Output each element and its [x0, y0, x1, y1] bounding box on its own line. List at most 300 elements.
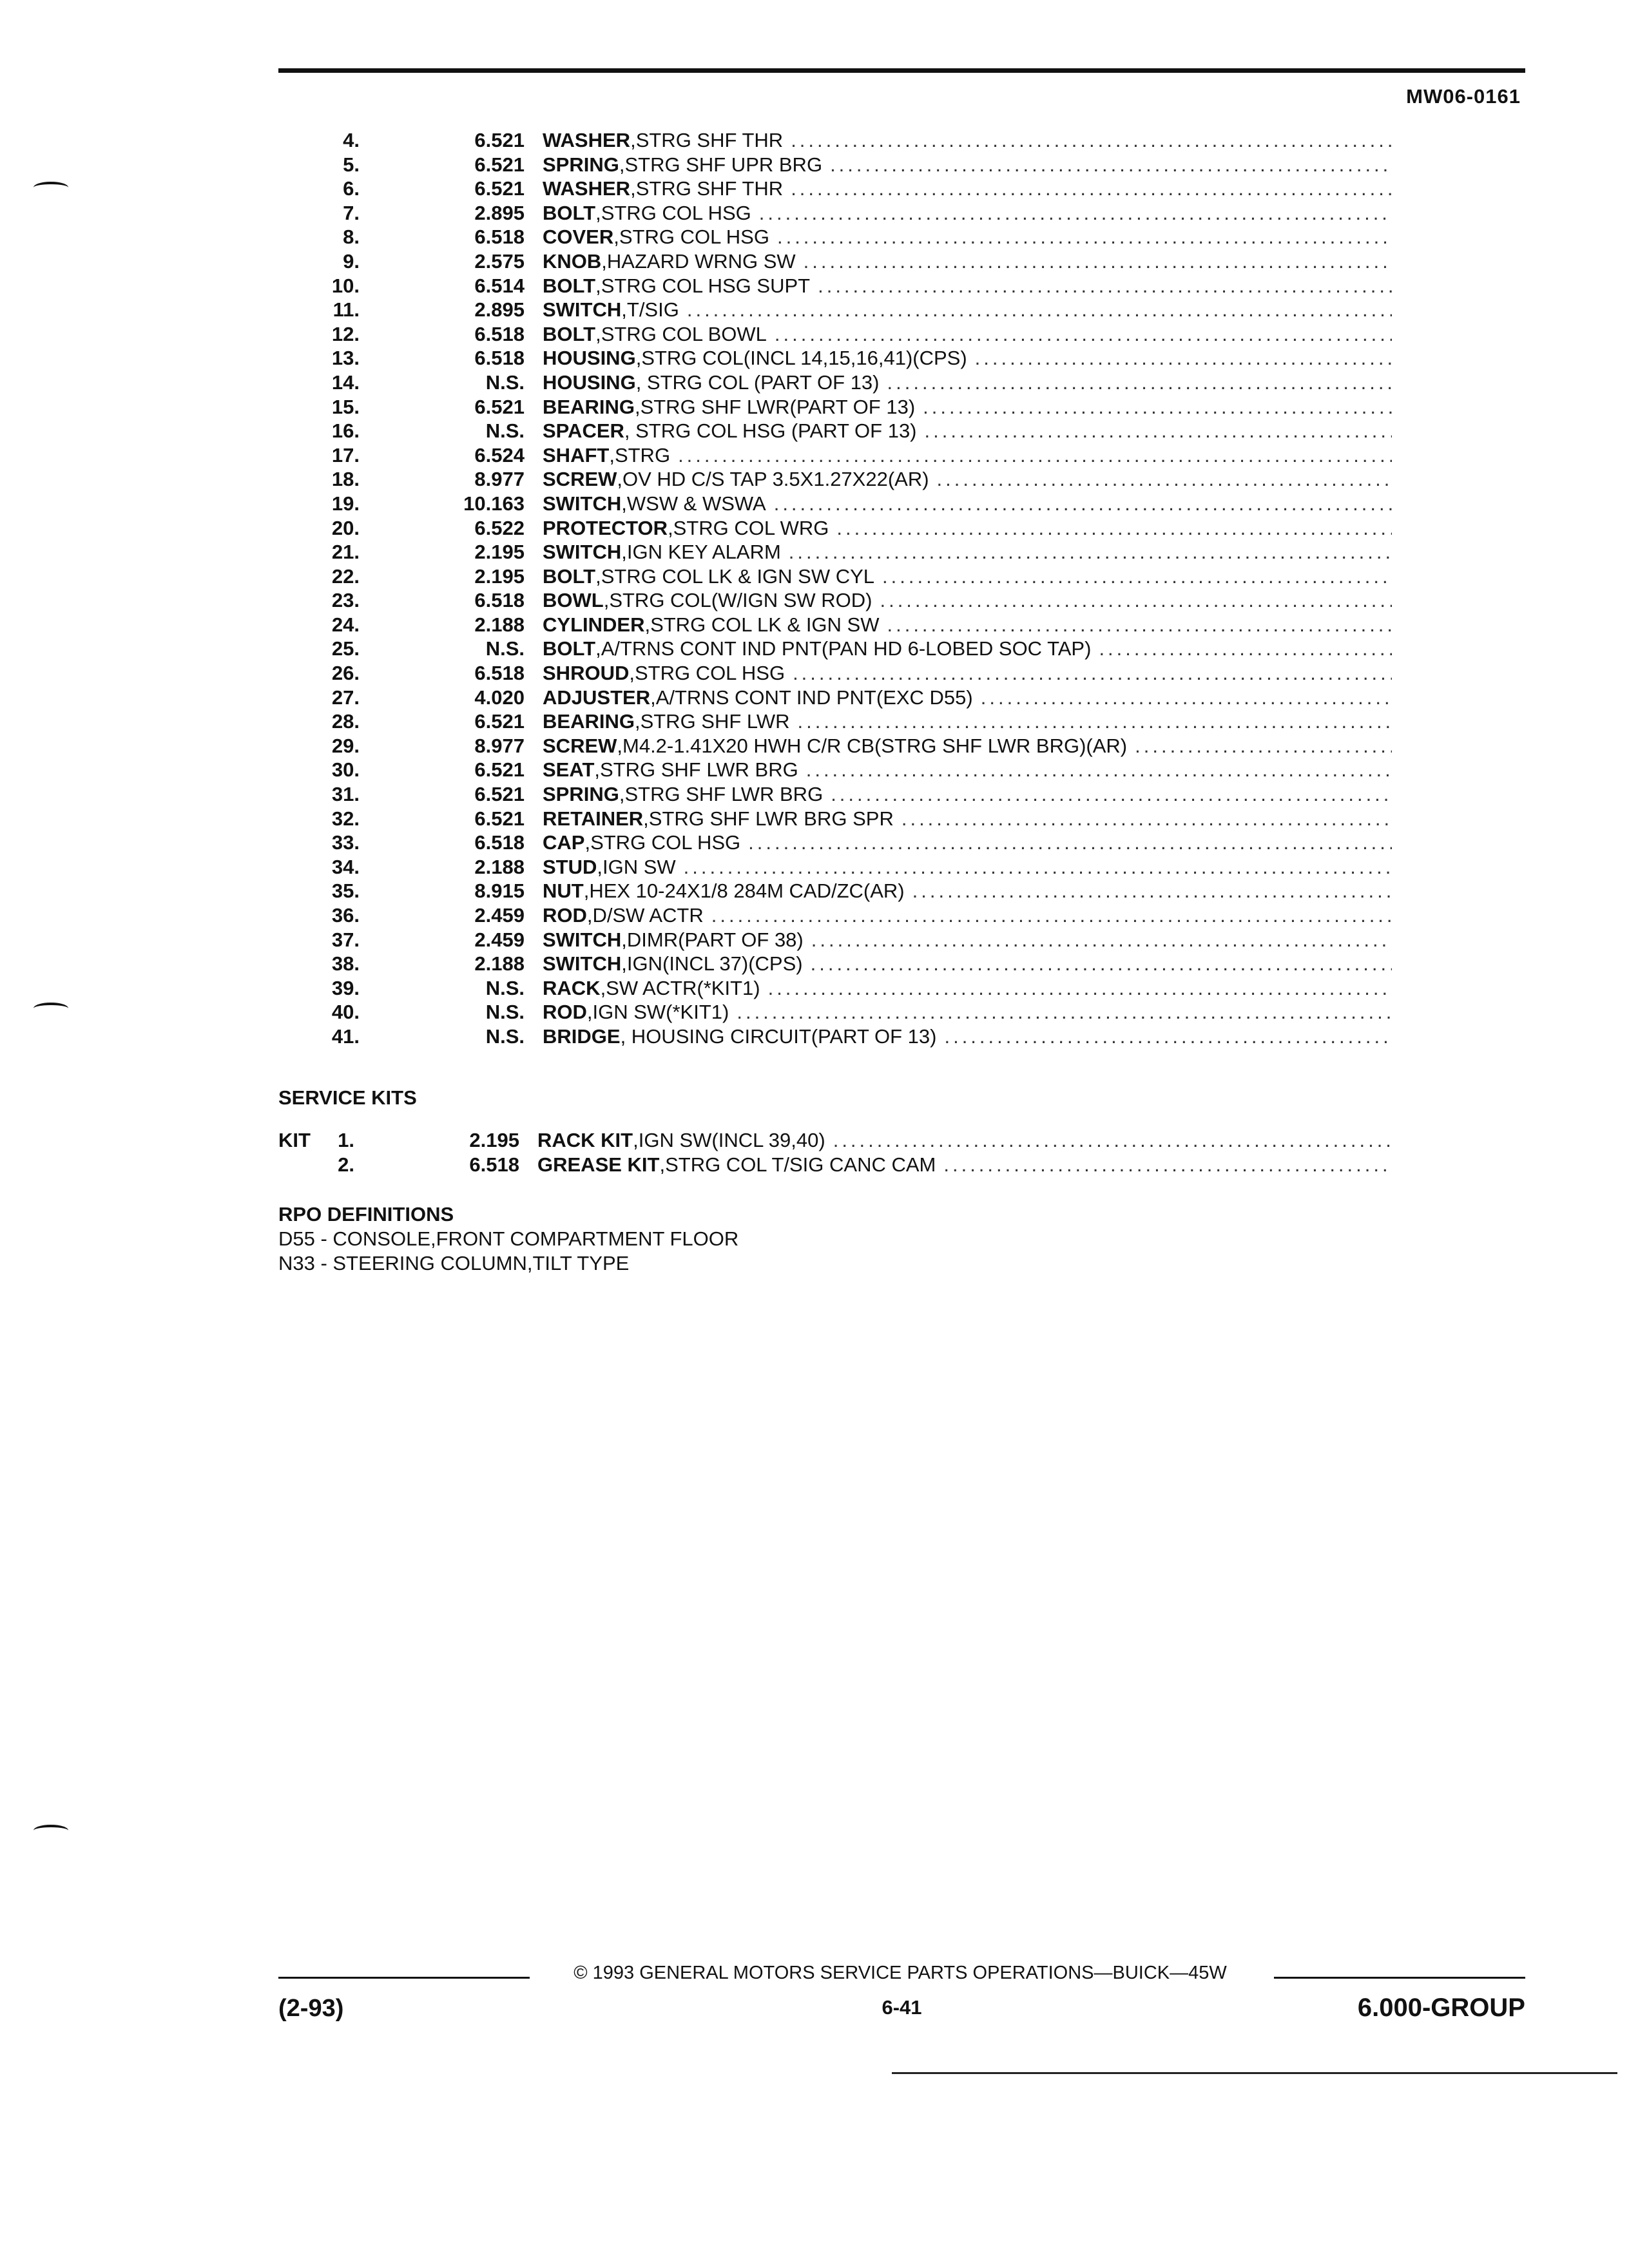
part-description: [537, 1129, 1392, 1152]
rpo-title: RPO DEFINITIONS: [278, 1203, 454, 1225]
item-number: 23.: [331, 589, 360, 612]
part-row: [284, 517, 1392, 541]
part-detail: ,IGN SW: [597, 855, 676, 878]
group-number: 2.895: [474, 298, 525, 322]
part-description: [543, 977, 1392, 1000]
group-number: 6.521: [474, 129, 525, 151]
part-detail: ,STRG COL HSG: [629, 662, 786, 685]
group-number: 6.522: [474, 516, 525, 539]
footer-date: (2-93): [278, 1995, 344, 2022]
group-number: 6.514: [474, 274, 525, 297]
group-number: 8.915: [474, 879, 525, 903]
part-name: ROD: [543, 904, 587, 927]
part-row: [284, 250, 1392, 274]
part-row: [284, 492, 1392, 517]
item-number: 40.: [331, 1001, 360, 1024]
part-row: [284, 952, 1392, 977]
part-row: [284, 904, 1392, 928]
dot-leader: [836, 517, 1392, 540]
part-row: [284, 396, 1392, 420]
dot-leader: [925, 419, 1392, 443]
item-number: 10.: [331, 274, 360, 297]
part-description: [543, 662, 1392, 685]
part-name: SPRING: [543, 783, 619, 806]
group-number: 2.195: [469, 1129, 519, 1151]
item-number: 15.: [331, 395, 360, 418]
part-detail: ,STRG SHF LWR(PART OF 13): [634, 395, 916, 418]
part-detail: ,STRG COL HSG: [584, 831, 741, 854]
part-description: [543, 710, 1392, 733]
part-name: RETAINER: [543, 807, 644, 830]
part-description: [543, 444, 1392, 467]
part-row: [284, 419, 1392, 444]
item-number: 26.: [331, 662, 360, 685]
dot-leader: [804, 250, 1392, 273]
item-number: 32.: [331, 807, 360, 830]
item-number: 20.: [331, 516, 360, 539]
dot-leader: [943, 1153, 1392, 1177]
item-number: 7.: [343, 201, 360, 224]
part-detail: ,STRG COL HSG SUPT: [595, 274, 811, 297]
part-description: [543, 323, 1392, 346]
part-description: [543, 419, 1392, 443]
group-number: N.S.: [485, 1024, 525, 1048]
part-description: [537, 1153, 1392, 1177]
part-description: [543, 735, 1392, 758]
dot-leader: [833, 1129, 1392, 1152]
part-detail: ,STRG SHF THR: [630, 177, 784, 200]
item-number: 12.: [331, 322, 360, 345]
part-detail: ,DIMR(PART OF 38): [621, 928, 804, 951]
part-name: SHROUD: [543, 662, 630, 685]
group-number: N.S.: [485, 976, 525, 999]
part-row: [284, 758, 1392, 783]
group-number: 6.518: [474, 589, 525, 612]
part-description: [543, 396, 1392, 419]
part-name: PROTECTOR: [543, 516, 668, 539]
footer-group: 6.000-GROUP: [1357, 1994, 1525, 2022]
part-detail: ,STRG COL T/SIG CANC CAM: [659, 1153, 936, 1176]
part-detail: ,HEX 10-24X1/8 284M CAD/ZC(AR): [583, 879, 905, 903]
group-number: 2.188: [474, 952, 525, 975]
part-detail: ,STRG SHF UPR BRG: [619, 153, 823, 176]
dot-leader: [1135, 735, 1392, 758]
group-number: 2.575: [474, 249, 525, 273]
page-footer: [278, 1959, 1525, 2030]
dot-leader: [811, 928, 1392, 952]
item-number: 14.: [331, 370, 360, 394]
part-row: [284, 468, 1392, 492]
dot-leader: [789, 541, 1392, 564]
part-name: SEAT: [543, 758, 595, 782]
part-detail: ,A/TRNS CONT IND PNT(EXC D55): [650, 686, 973, 709]
part-row: [284, 637, 1392, 662]
part-description: [543, 758, 1392, 782]
part-name: COVER: [543, 226, 614, 249]
dot-leader: [818, 274, 1392, 298]
part-name: STUD: [543, 855, 597, 878]
part-detail: ,STRG SHF LWR BRG: [594, 758, 798, 782]
part-detail: ,WSW & WSWA: [621, 492, 766, 515]
part-name: NUT: [543, 879, 584, 903]
footer-rule-left: [278, 1977, 530, 1979]
dot-leader: [887, 613, 1392, 637]
dot-leader: [944, 1025, 1392, 1048]
part-description: [543, 613, 1392, 637]
group-number: 2.895: [474, 201, 525, 224]
part-name: SWITCH: [543, 928, 622, 951]
item-number: 36.: [331, 904, 360, 927]
rpo-line: N33 - STEERING COLUMN,TILT TYPE: [278, 1252, 630, 1274]
part-row: [284, 783, 1392, 807]
part-detail: ,IGN(INCL 37)(CPS): [621, 952, 803, 975]
part-name: SCREW: [543, 468, 617, 491]
group-number: 2.188: [474, 855, 525, 878]
group-number: 2.459: [474, 904, 525, 927]
dot-leader: [882, 565, 1392, 588]
item-number: 22.: [331, 564, 360, 588]
part-description: [543, 492, 1392, 515]
part-row: [284, 298, 1392, 323]
part-detail: ,IGN KEY ALARM: [621, 541, 781, 564]
part-description: [543, 347, 1392, 370]
part-description: [543, 589, 1392, 612]
part-detail: , STRG COL (PART OF 13): [635, 370, 880, 394]
part-name: BEARING: [543, 395, 635, 418]
part-detail: ,STRG COL WRG: [668, 516, 829, 539]
part-row: [284, 831, 1392, 856]
part-description: [543, 686, 1392, 709]
group-number: 6.518: [474, 322, 525, 345]
dot-leader: [887, 371, 1393, 394]
part-description: [543, 856, 1392, 879]
dot-leader: [687, 298, 1392, 322]
part-name: WASHER: [543, 177, 631, 200]
group-number: 6.518: [469, 1153, 519, 1176]
dot-leader: [830, 153, 1392, 177]
group-number: 6.521: [474, 177, 525, 200]
part-name: SCREW: [543, 734, 617, 757]
item-number: 28.: [331, 710, 360, 733]
part-row: [284, 807, 1392, 832]
dot-leader: [678, 444, 1392, 467]
part-name: BOLT: [543, 322, 596, 345]
part-description: [543, 1025, 1392, 1048]
page-number: 6-41: [882, 1996, 922, 2019]
part-description: [543, 928, 1392, 952]
group-number: 6.518: [474, 347, 525, 370]
part-description: [543, 274, 1392, 298]
item-number: 27.: [331, 686, 360, 709]
part-name: BOLT: [543, 201, 596, 224]
part-detail: ,SW ACTR(*KIT1): [600, 976, 760, 999]
group-number: 6.518: [474, 226, 525, 249]
dot-leader: [775, 323, 1392, 346]
part-description: [543, 541, 1392, 564]
group-number: 6.521: [474, 153, 525, 176]
part-name: BOWL: [543, 589, 604, 612]
part-row: [284, 1025, 1392, 1050]
part-detail: , HOUSING CIRCUIT(PART OF 13): [620, 1024, 937, 1048]
part-detail: ,STRG SHF LWR BRG: [619, 783, 824, 806]
part-detail: ,STRG SHF LWR BRG SPR: [643, 807, 894, 830]
part-detail: , STRG COL HSG (PART OF 13): [624, 419, 917, 443]
part-row: [284, 541, 1392, 565]
part-row: [284, 323, 1392, 347]
dot-leader: [684, 856, 1392, 879]
item-number: 8.: [343, 226, 360, 249]
group-number: 2.195: [474, 564, 525, 588]
part-description: [543, 129, 1392, 152]
part-description: [543, 226, 1392, 249]
part-name: BRIDGE: [543, 1024, 621, 1048]
item-number: 4.: [343, 129, 360, 151]
part-name: GREASE KIT: [537, 1153, 660, 1176]
part-row: [284, 226, 1392, 250]
part-name: BOLT: [543, 564, 596, 588]
part-detail: ,OV HD C/S TAP 3.5X1.27X22(AR): [617, 468, 929, 491]
bottom-rule: [892, 2072, 1617, 2074]
dot-leader: [798, 710, 1393, 733]
part-detail: ,STRG COL LK & IGN SW: [644, 613, 880, 636]
part-row: [284, 347, 1392, 371]
part-description: [543, 468, 1392, 491]
part-row: [284, 928, 1392, 953]
part-detail: ,STRG: [609, 443, 671, 466]
part-name: HOUSING: [543, 347, 636, 370]
item-number: 13.: [331, 347, 360, 370]
part-name: ADJUSTER: [543, 686, 651, 709]
part-description: [543, 904, 1392, 927]
part-description: [543, 879, 1392, 903]
part-detail: ,M4.2-1.41X20 HWH C/R CB(STRG SHF LWR BRG)(AR): [617, 734, 1128, 757]
kit-row: [278, 1153, 1392, 1178]
part-detail: ,STRG COL HSG: [613, 226, 769, 249]
part-name: SPACER: [543, 419, 624, 443]
kit-row: [278, 1129, 1392, 1153]
group-number: 6.521: [474, 783, 525, 806]
part-name: SWITCH: [543, 298, 622, 322]
dot-leader: [975, 347, 1392, 370]
item-number: 35.: [331, 879, 360, 903]
item-number: 24.: [331, 613, 360, 636]
part-row: [284, 662, 1392, 686]
dot-leader: [737, 1001, 1392, 1024]
item-number: 29.: [331, 734, 360, 757]
item-number: 17.: [331, 443, 360, 466]
dot-leader: [880, 589, 1392, 612]
dot-leader: [901, 807, 1392, 831]
part-row: [284, 735, 1392, 759]
part-row: [284, 202, 1392, 226]
group-number: N.S.: [485, 637, 525, 660]
footer-rule-right: [1274, 1977, 1525, 1979]
rpo-line: D55 - CONSOLE,FRONT COMPARTMENT FLOOR: [278, 1227, 739, 1250]
group-number: N.S.: [485, 419, 525, 443]
dot-leader: [912, 879, 1392, 903]
part-description: [543, 202, 1392, 225]
item-number: 9.: [343, 249, 360, 273]
service-kits-title: SERVICE KITS: [278, 1086, 417, 1109]
item-number: 33.: [331, 831, 360, 854]
part-row: [284, 686, 1392, 711]
part-name: RACK KIT: [537, 1129, 633, 1151]
part-row: [284, 129, 1392, 153]
group-number: 2.188: [474, 613, 525, 636]
item-number: 41.: [331, 1024, 360, 1048]
part-name: HOUSING: [543, 370, 636, 394]
part-description: [543, 371, 1392, 394]
item-number: 18.: [331, 468, 360, 491]
document-code: MW06-0161: [1406, 85, 1521, 108]
kit-label: KIT: [278, 1129, 311, 1151]
group-number: 6.518: [474, 831, 525, 854]
item-number: 16.: [331, 419, 360, 443]
part-description: [543, 831, 1392, 854]
header-rule: [278, 68, 1525, 73]
part-row: [284, 153, 1392, 178]
dot-leader: [1099, 637, 1392, 660]
part-name: CYLINDER: [543, 613, 645, 636]
item-number: 38.: [331, 952, 360, 975]
parts-list: [284, 129, 1392, 1050]
part-row: [284, 710, 1392, 735]
item-number: 2.: [338, 1153, 354, 1176]
part-name: BEARING: [543, 710, 635, 733]
part-name: KNOB: [543, 249, 602, 273]
group-number: 2.459: [474, 928, 525, 951]
part-name: SHAFT: [543, 443, 610, 466]
dot-leader: [981, 686, 1392, 709]
item-number: 21.: [331, 541, 360, 564]
part-row: [284, 565, 1392, 590]
group-number: N.S.: [485, 370, 525, 394]
dot-leader: [777, 226, 1392, 249]
dot-leader: [711, 904, 1392, 927]
item-number: 39.: [331, 976, 360, 999]
part-detail: ,A/TRNS CONT IND PNT(PAN HD 6-LOBED SOC TAP): [595, 637, 1092, 660]
dot-leader: [923, 396, 1392, 419]
dot-leader: [937, 468, 1392, 491]
dot-leader: [793, 662, 1392, 685]
dot-leader: [811, 952, 1392, 975]
part-row: [284, 1001, 1392, 1025]
item-number: 6.: [343, 177, 360, 200]
item-number: 19.: [331, 492, 360, 515]
dot-leader: [768, 977, 1392, 1000]
dot-leader: [831, 783, 1392, 806]
item-number: 11.: [333, 298, 360, 322]
part-detail: ,STRG COL HSG: [595, 201, 751, 224]
binder-hole-mark: [34, 182, 68, 193]
part-row: [284, 589, 1392, 613]
part-description: [543, 783, 1392, 806]
part-description: [543, 250, 1392, 273]
part-row: [284, 371, 1392, 396]
binder-hole-mark: [34, 1003, 68, 1014]
part-description: [543, 517, 1392, 540]
part-row: [284, 879, 1392, 904]
part-name: BOLT: [543, 637, 596, 660]
rpo-definitions: [278, 1202, 738, 1276]
part-row: [284, 856, 1392, 880]
group-number: 6.518: [474, 662, 525, 685]
item-number: 34.: [331, 855, 360, 878]
part-description: [543, 637, 1392, 660]
part-description: [543, 952, 1392, 975]
part-detail: ,IGN SW(*KIT1): [586, 1001, 729, 1024]
item-number: 5.: [343, 153, 360, 176]
group-number: 6.521: [474, 710, 525, 733]
part-detail: ,D/SW ACTR: [586, 904, 704, 927]
part-detail: ,IGN SW(INCL 39,40): [633, 1129, 825, 1151]
binder-hole-mark: [34, 1825, 68, 1836]
item-number: 25.: [331, 637, 360, 660]
item-number: 1.: [338, 1129, 354, 1151]
part-description: [543, 807, 1392, 831]
dot-leader: [791, 177, 1392, 200]
group-number: 8.977: [474, 734, 525, 757]
part-name: WASHER: [543, 129, 631, 151]
group-number: 6.521: [474, 395, 525, 418]
footer-copyright: © 1993 GENERAL MOTORS SERVICE PARTS OPERATIONS—BUICK—45W: [574, 1963, 1227, 1983]
service-kits-list: [278, 1129, 1392, 1177]
part-detail: ,STRG COL BOWL: [595, 322, 767, 345]
dot-leader: [806, 758, 1392, 782]
part-name: CAP: [543, 831, 585, 854]
group-number: N.S.: [485, 1001, 525, 1024]
part-name: SPRING: [543, 153, 619, 176]
part-row: [284, 274, 1392, 299]
group-number: 4.020: [474, 686, 525, 709]
item-number: 31.: [331, 783, 360, 806]
part-detail: ,STRG COL(INCL 14,15,16,41)(CPS): [635, 347, 967, 370]
dot-leader: [759, 202, 1392, 225]
part-description: [543, 177, 1392, 200]
group-number: 8.977: [474, 468, 525, 491]
part-detail: ,STRG SHF LWR: [634, 710, 790, 733]
part-row: [284, 977, 1392, 1001]
part-detail: ,HAZARD WRNG SW: [601, 249, 796, 273]
part-description: [543, 565, 1392, 588]
group-number: 2.195: [474, 541, 525, 564]
item-number: 30.: [331, 758, 360, 782]
part-description: [543, 298, 1392, 322]
part-description: [543, 153, 1392, 177]
part-name: SWITCH: [543, 952, 622, 975]
part-description: [543, 1001, 1392, 1024]
part-name: SWITCH: [543, 541, 622, 564]
part-row: [284, 177, 1392, 202]
part-name: SWITCH: [543, 492, 622, 515]
part-name: BOLT: [543, 274, 596, 297]
part-detail: ,T/SIG: [621, 298, 679, 322]
part-detail: ,STRG SHF THR: [630, 129, 784, 151]
group-number: 6.521: [474, 758, 525, 782]
part-name: ROD: [543, 1001, 587, 1024]
group-number: 10.163: [463, 492, 525, 515]
group-number: 6.524: [474, 443, 525, 466]
dot-leader: [774, 492, 1392, 515]
group-number: 6.521: [474, 807, 525, 830]
part-detail: ,STRG COL LK & IGN SW CYL: [595, 564, 875, 588]
part-detail: ,STRG COL(W/IGN SW ROD): [603, 589, 872, 612]
dot-leader: [791, 129, 1392, 152]
part-name: RACK: [543, 976, 601, 999]
part-row: [284, 613, 1392, 638]
item-number: 37.: [331, 928, 360, 951]
part-row: [284, 444, 1392, 468]
